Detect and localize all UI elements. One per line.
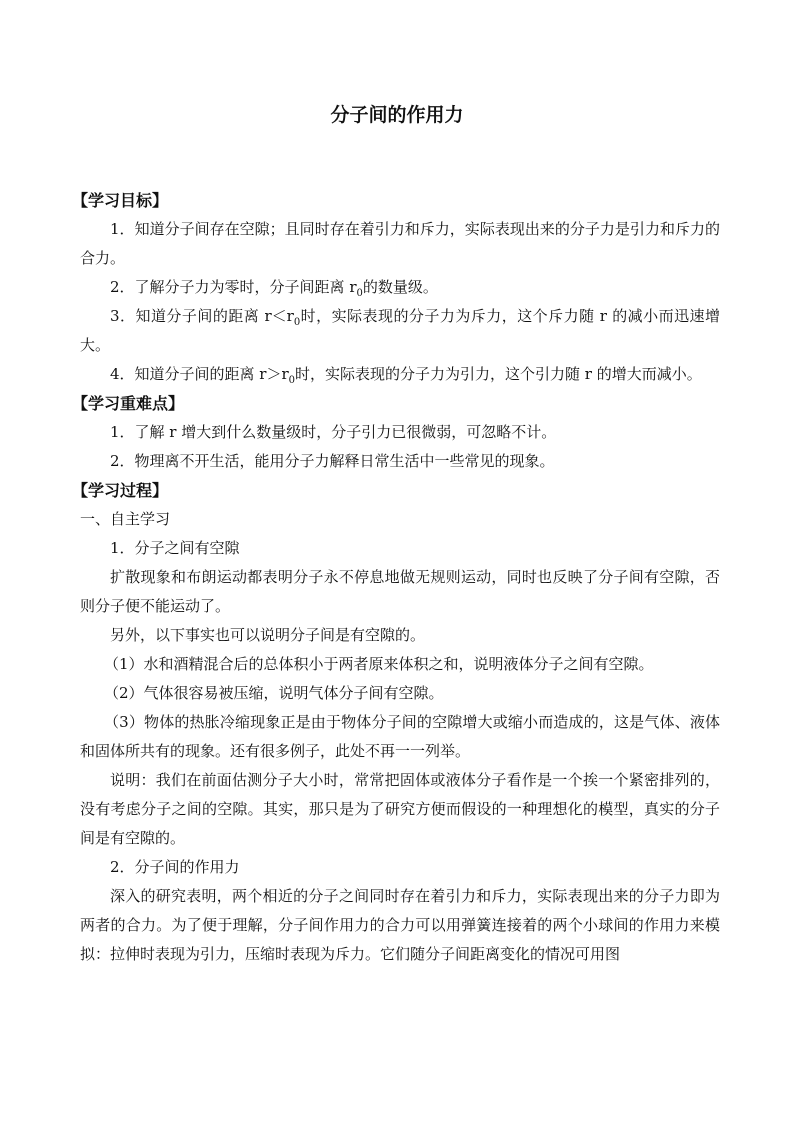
process-paragraph-3: （1）水和酒精混合后的总体积小于两者原来体积之和，说明液体分子之间有空隙。 [104, 655, 654, 673]
process-paragraph-1: 扩散现象和布朗运动都表明分子永不停息地做无规则运动，同时也反映了分子间有空隙，否则分子便不能运动了。 [80, 568, 720, 615]
objective-item-3 [80, 302, 720, 360]
process-paragraph-5: （3）物体的热胀冷缩现象正是由于物体分子间的空隙增大或缩小而造成的，这是气体、液体和固体所共有的现象。还有很多例子，此处不再一一列举。 [80, 713, 720, 760]
page-title: 分子间的作用力 [330, 104, 464, 126]
objective-item-3-subscript: 0 [293, 317, 301, 328]
key-point-item-1: 1．了解 r 增大到什么数量级时，分子引力已很微弱，可忽略不计。 [110, 423, 557, 441]
key-points-heading: 【学习重难点】 [72, 394, 185, 413]
process-paragraph-7: 深入的研究表明，两个相近的分子之间同时存在着引力和斥力，实际表现出来的分子力即为两者的合力。为了便于理解，分子间作用力的合力可以用弹簧连接着的两个小球间的作用力来模拟：拉伸时表现为引力，压缩时表现为斥力。它们随分子间距离变化的情况可用图 [80, 887, 720, 963]
process-part-1-title: 一、自主学习 [80, 510, 171, 528]
objective-item-4 [80, 360, 720, 389]
document-body [72, 186, 720, 969]
process-subheading-1: 1．分子之间有空隙 [110, 539, 240, 557]
process-subheading-2: 2．分子间的作用力 [110, 858, 240, 876]
objective-item-2-text-b: 的数量级。 [362, 278, 438, 296]
process-heading: 【学习过程】 [72, 481, 169, 500]
objective-item-1: 1．知道分子间存在空隙；且同时存在着引力和斥力，实际表现出来的分子力是引力和斥力的合力。 [80, 220, 720, 267]
objective-item-2-text-a: 2．了解分子力为零时，分子间距离 r [110, 278, 357, 296]
objective-item-2-subscript: 0 [356, 288, 363, 299]
objective-item-3-text-b: 时，实际表现的分子力为斥力，这个斥力随 r 的减小而迅速增大。 [80, 307, 720, 354]
objective-item-2 [80, 273, 720, 302]
objective-item-4-text-a: 4．知道分子间的距离 r＞r [110, 365, 289, 383]
objective-item-3-text-a: 3．知道分子间的距离 r＜r [110, 307, 294, 325]
process-paragraph-2: 另外，以下事实也可以说明分子间是有空隙的。 [110, 626, 426, 644]
process-paragraph-4: （2）气体很容易被压缩，说明气体分子间有空隙。 [104, 684, 444, 702]
objective-item-4-subscript: 0 [288, 375, 296, 386]
key-point-item-2: 2．物理离不开生活，能用分子力解释日常生活中一些常见的现象。 [110, 452, 555, 470]
objective-item-4-text-b: 时，实际表现的分子力为引力，这个引力随 r 的增大而减小。 [295, 365, 702, 383]
process-paragraph-6: 说明：我们在前面估测分子大小时，常常把固体或液体分子看作是一个挨一个紧密排列的，没有考虑分子之间的空隙。其实，那只是为了研究方便而假设的一种理想化的模型，真实的分子间是有空隙的。 [80, 771, 720, 847]
objectives-heading: 【学习目标】 [72, 191, 169, 210]
